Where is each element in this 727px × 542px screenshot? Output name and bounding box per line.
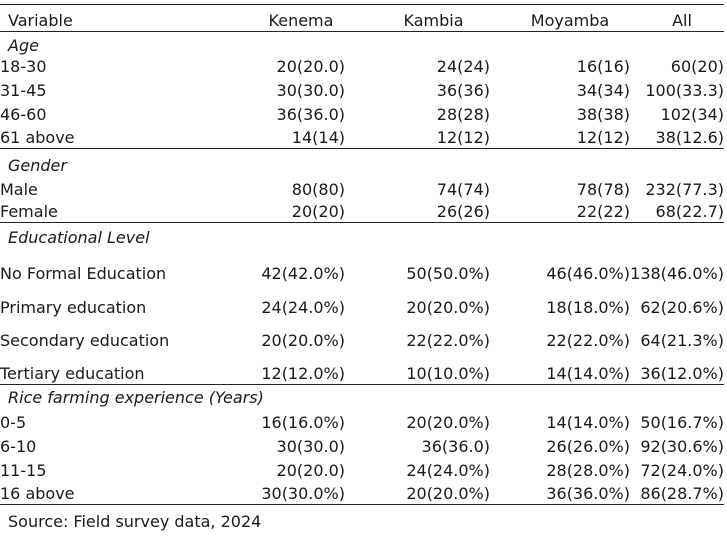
table-row — [0, 77, 724, 101]
cell-all: 72(24.0%) — [640, 460, 724, 480]
cell-kambia: 20(20.0%) — [406, 412, 490, 432]
table-row — [0, 56, 724, 77]
row-label: No Formal Education — [0, 263, 167, 283]
cell-moyamba: 78(78) — [576, 179, 630, 199]
table-row — [0, 433, 724, 457]
cell-kenema: 30(30.0) — [276, 80, 345, 100]
row-label: Secondary education — [0, 330, 170, 350]
cell-all: 50(16.7%) — [640, 412, 724, 432]
cell-all: 232(77.3) — [645, 179, 724, 199]
cell-kenema: 20(20.0%) — [261, 330, 345, 350]
cell-all: 38(12.6) — [655, 128, 724, 147]
section-header-row — [0, 149, 724, 176]
cell-moyamba: 34(34) — [576, 80, 630, 100]
table-row — [0, 408, 724, 433]
cell-kenema: 30(30.0) — [276, 436, 345, 456]
cell-all: 102(34) — [660, 104, 724, 124]
cell-kenema: 30(30.0%) — [215, 481, 345, 505]
cell-kenema: 20(20) — [291, 202, 345, 221]
section-title: Gender — [0, 149, 724, 176]
cell-all: 36(12.0%) — [640, 364, 724, 383]
row-label: 6-10 — [0, 436, 37, 456]
section-header-row — [0, 385, 724, 408]
header-row — [0, 5, 724, 32]
cell-moyamba: 12(12) — [576, 128, 630, 147]
section-header-row — [0, 32, 724, 56]
table-body — [0, 32, 724, 505]
table-row — [0, 457, 724, 481]
cell-all: 86(28.7%) — [630, 481, 724, 505]
source-note: Source: Field survey data, 2024 — [8, 512, 262, 531]
cell-moyamba: 14(14.0%) — [546, 364, 630, 383]
cell-kenema: 24(24.0%) — [261, 297, 345, 317]
cell-moyamba: 38(38) — [576, 104, 630, 124]
section-header-row — [0, 223, 724, 248]
table-row — [0, 125, 724, 149]
row-label: 46-60 — [0, 104, 47, 124]
cell-kambia: 50(50.0%) — [406, 263, 490, 283]
section-title: Rice farming experience (Years) — [0, 385, 724, 408]
cell-kenema: 20(20.0) — [276, 56, 345, 76]
cell-kambia: 22(22.0%) — [406, 330, 490, 350]
row-label: 16 above — [0, 481, 215, 505]
table-row — [0, 481, 724, 505]
cell-kenema: 12(12.0%) — [261, 364, 345, 383]
section-title: Age — [0, 32, 724, 56]
header-moyamba: Moyamba — [490, 5, 630, 32]
table-row — [0, 351, 724, 385]
cell-all: 60(20) — [670, 56, 724, 76]
cell-moyamba: 22(22.0%) — [546, 330, 630, 350]
table-row — [0, 248, 724, 284]
row-label: 11-15 — [0, 460, 47, 480]
section-title: Educational Level — [0, 223, 724, 248]
table-row — [0, 318, 724, 351]
cell-kenema: 16(16.0%) — [261, 412, 345, 432]
cell-all: 92(30.6%) — [640, 436, 724, 456]
cell-kambia: 20(20.0%) — [345, 481, 490, 505]
table-row — [0, 101, 724, 125]
cell-moyamba: 46(46.0%) — [546, 263, 630, 283]
cell-moyamba: 18(18.0%) — [546, 297, 630, 317]
cell-all: 64(21.3%) — [640, 330, 724, 350]
cell-kambia: 26(26) — [436, 202, 490, 221]
cell-all: 62(20.6%) — [640, 297, 724, 317]
cell-kambia: 36(36) — [436, 80, 490, 100]
cell-kambia: 74(74) — [436, 179, 490, 199]
cell-all: 100(33.3) — [645, 80, 724, 100]
cell-all: 68(22.7) — [655, 202, 724, 221]
row-label: Tertiary education — [0, 364, 145, 383]
cell-kenema: 80(80) — [291, 179, 345, 199]
table-row — [0, 284, 724, 318]
cell-kambia: 10(10.0%) — [406, 364, 490, 383]
cell-kambia: 36(36.0) — [421, 436, 490, 456]
cell-moyamba: 36(36.0%) — [490, 481, 630, 505]
header-kenema: Kenema — [215, 5, 345, 32]
cell-kambia: 24(24) — [436, 56, 490, 76]
header-all: All — [630, 5, 724, 32]
cell-kenema: 20(20.0) — [276, 460, 345, 480]
row-label: Primary education — [0, 297, 147, 317]
cell-kenema: 42(42.0%) — [261, 263, 345, 283]
cell-moyamba: 26(26.0%) — [546, 436, 630, 456]
cell-kambia: 24(24.0%) — [406, 460, 490, 480]
row-label: 18-30 — [0, 56, 47, 76]
table-row — [0, 200, 724, 223]
cell-kambia: 20(20.0%) — [406, 297, 490, 317]
demographics-table — [0, 4, 724, 505]
cell-kambia: 28(28) — [436, 104, 490, 124]
row-label: 31-45 — [0, 80, 47, 100]
row-label: 0-5 — [0, 412, 27, 432]
row-label: 61 above — [0, 128, 75, 147]
cell-moyamba: 22(22) — [576, 202, 630, 221]
cell-all: 138(46.0%) — [630, 263, 724, 283]
cell-moyamba: 28(28.0%) — [546, 460, 630, 480]
cell-kenema: 14(14) — [291, 128, 345, 147]
row-label: Male — [0, 179, 38, 199]
cell-moyamba: 16(16) — [576, 56, 630, 76]
cell-moyamba: 14(14.0%) — [546, 412, 630, 432]
header-kambia: Kambia — [345, 5, 490, 32]
table-row — [0, 176, 724, 200]
cell-kenema: 36(36.0) — [276, 104, 345, 124]
cell-kambia: 12(12) — [436, 128, 490, 147]
header-variable: Variable — [0, 5, 215, 32]
row-label: Female — [0, 202, 58, 221]
